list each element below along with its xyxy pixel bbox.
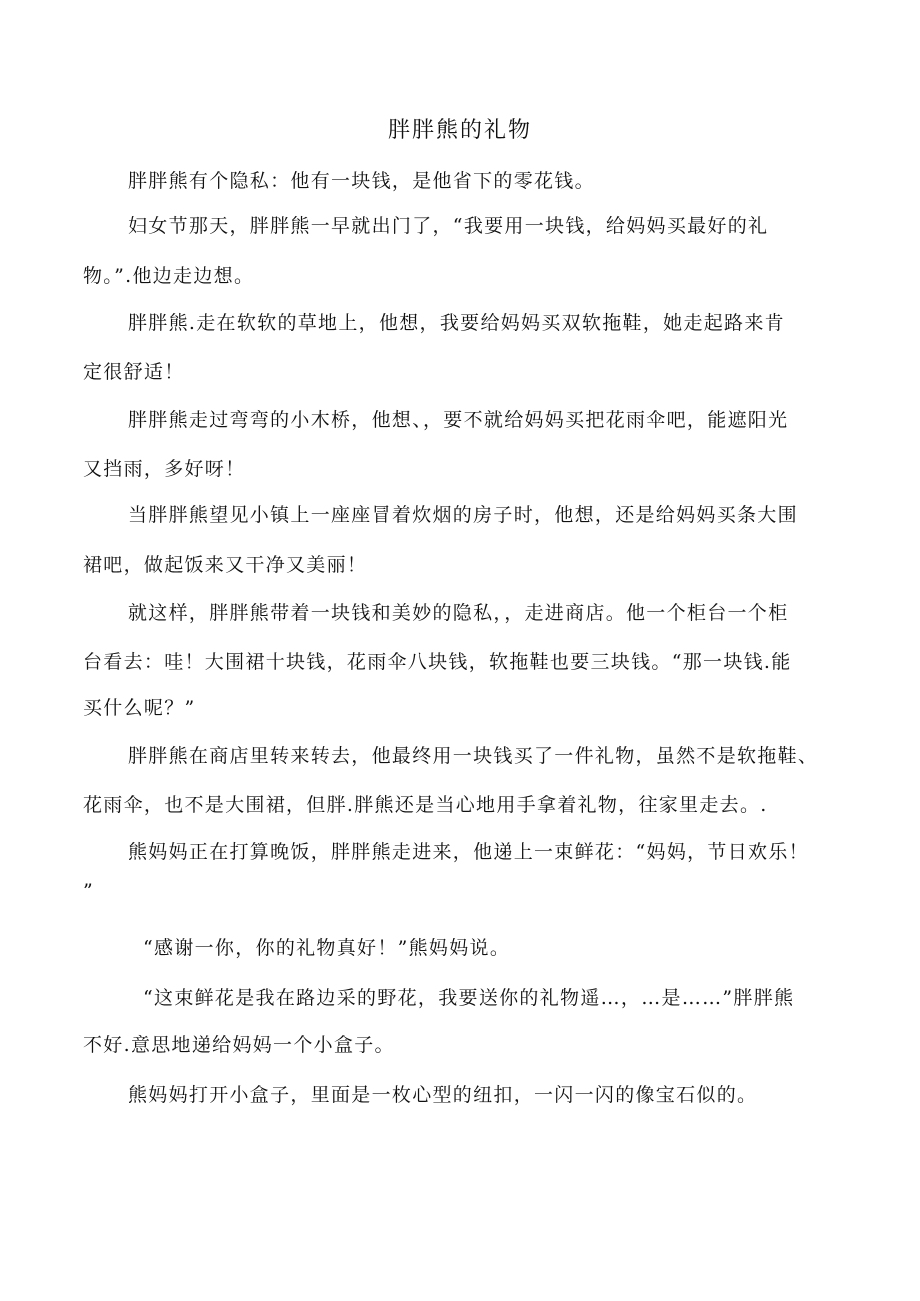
text-line: 台看去：哇！大围裙十块钱，花雨伞八块钱，软拖鞋也要三块钱。“那一块钱.能 <box>83 651 792 673</box>
text-line: 裙吧，做起饭来又干净又美丽！ <box>83 554 368 576</box>
text-line: “这束鲜花是我在路边采的野花，我要送你的礼物遥…，…是……”胖胖熊 <box>143 987 795 1009</box>
text-line: 花雨伞，也不是大围裙，但胖.胖熊还是当心地用手拿着礼物，往家里走去。. <box>83 794 768 816</box>
text-line: ” <box>83 880 95 902</box>
text-line: 买什么呢？” <box>83 697 196 719</box>
text-line: 当胖胖熊望见小镇上一座座冒着炊烟的房子时，他想，还是给妈妈买条大围 <box>128 504 798 526</box>
text-line: 胖胖熊在商店里转来转去，他最终用一块钱买了一件礼物，虽然不是软拖鞋、 <box>128 745 819 767</box>
text-line: 定很舒适！ <box>83 361 185 383</box>
text-line: 妇女节那天，胖胖熊一早就出门了，“我要用一块钱，给妈妈买最好的礼 <box>128 215 769 237</box>
text-line: 熊妈妈打开小盒子，里面是一枚心型的纽扣，一闪一闪的像宝石似的。 <box>128 1084 758 1106</box>
text-line: “感谢一你，你的礼物真好！”熊妈妈说。 <box>143 937 511 959</box>
text-line: 熊妈妈正在打算晚饭，胖胖熊走进来，他递上一束鲜花：“妈妈，节日欢乐！ <box>128 841 809 863</box>
text-line: 物。”.他边走边想。 <box>83 265 255 287</box>
text-line: 不好.意思地递给妈妈一个小盒子。 <box>83 1034 395 1056</box>
document-title: 胖胖熊的礼物 <box>387 118 532 143</box>
text-line: 胖胖熊.走在软软的草地上，他想，我要给妈妈买双软拖鞋，她走起路来肯 <box>128 312 785 334</box>
text-line: 就这样，胖胖熊带着一块钱和美妙的隐私，，走进商店。他一个柜台一个柜 <box>128 602 789 624</box>
text-line: 胖胖熊有个隐私：他有一块钱，是他省下的零花钱。 <box>128 170 595 192</box>
text-line: 又挡雨，多好呀！ <box>83 458 246 480</box>
text-line: 胖胖熊走过弯弯的小木桥，他想、，要不就给妈妈买把花雨伞吧，能遮阳光 <box>128 409 789 431</box>
